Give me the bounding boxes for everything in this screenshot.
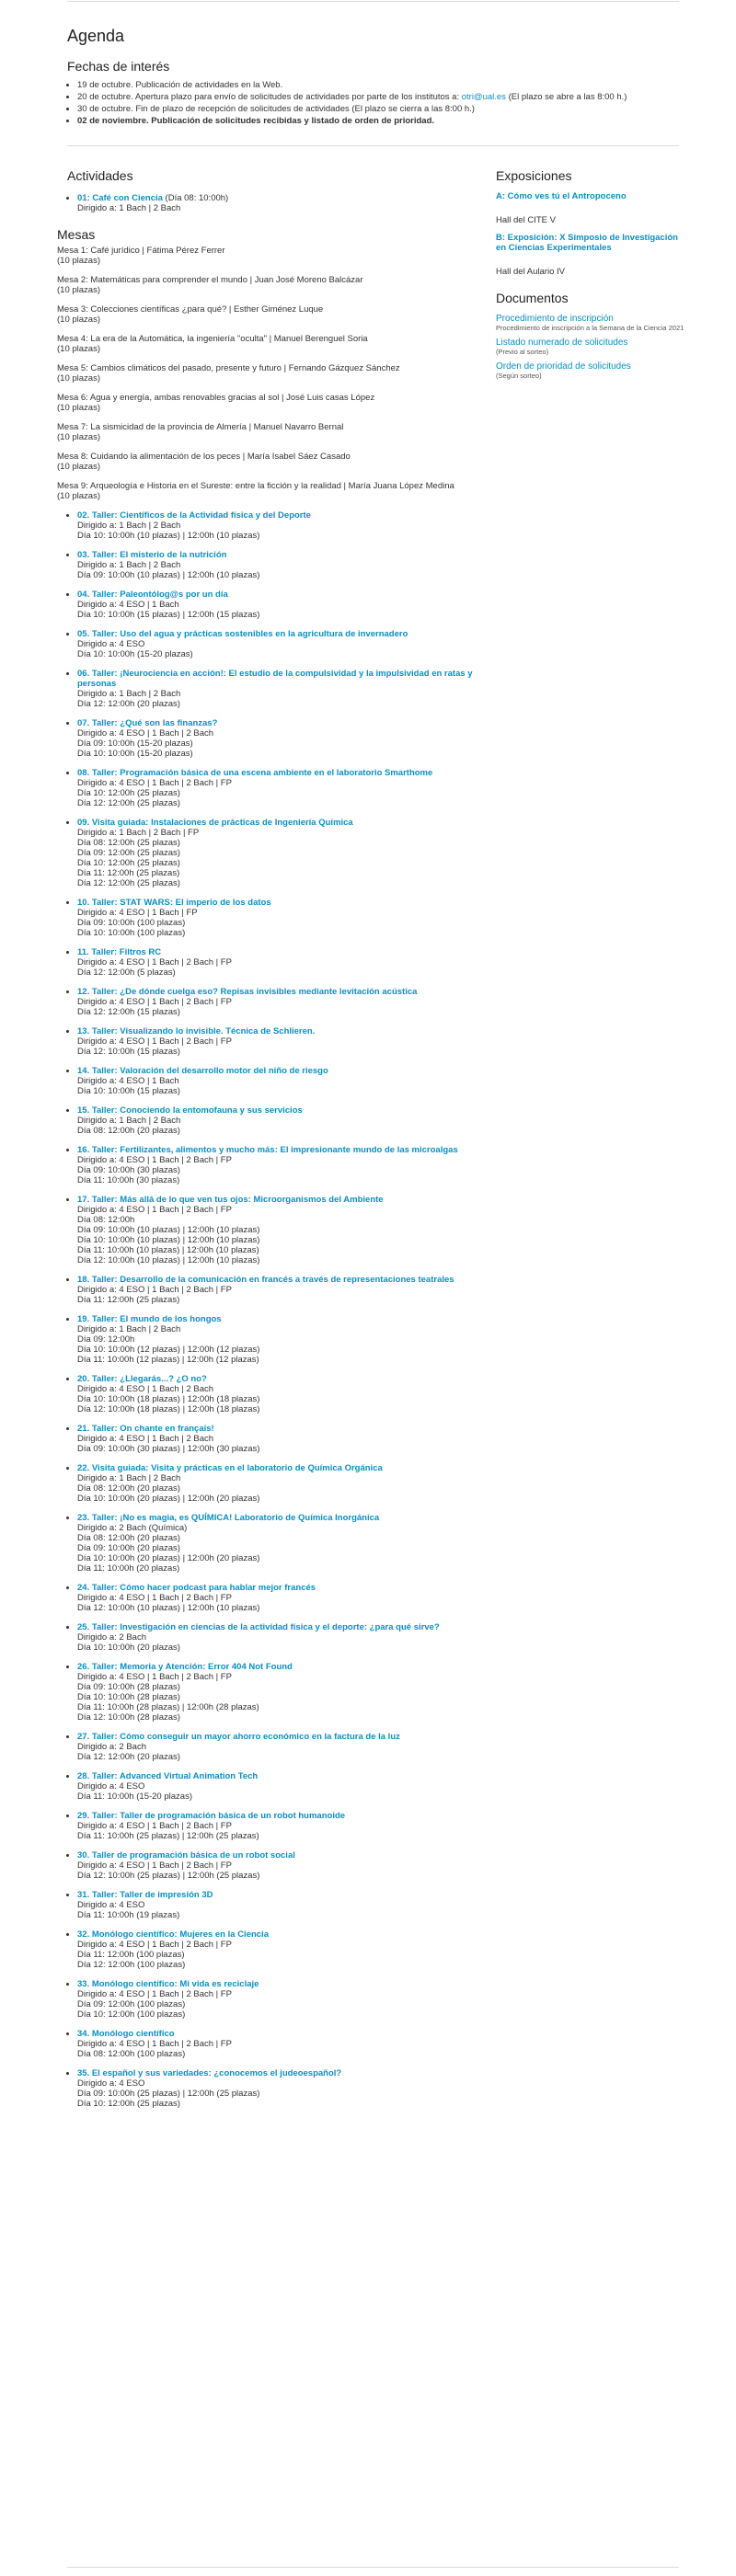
activity-title-link[interactable]: • 22. Visita guiada: Visita y prácticas en el laboratorio de Química Orgánica (77, 1463, 383, 1473)
actividades-list (67, 193, 486, 213)
activity-detail: Día 11: 10:00h (28 plazas) | 12:00h (28 plazas) (77, 1702, 259, 1712)
activity-detail: Día 11: 10:00h (30 plazas) (77, 1175, 180, 1185)
activity-item (77, 1314, 486, 1365)
activity-detail: Día 08: 12:00h (25 plazas) (77, 838, 180, 848)
activity-detail: Día 09: 10:00h (15-20 plazas) (77, 738, 193, 749)
activity-detail: Día 10: 10:00h (10 plazas) | 12:00h (10 plazas) (77, 1235, 260, 1245)
activity-detail: Día 11: 10:00h (12 plazas) | 12:00h (12 plazas) (77, 1355, 259, 1365)
activity-title-link[interactable]: • 03. Taller: El misterio de la nutrición (77, 550, 227, 560)
activity-title-link[interactable]: • 18. Taller: Desarrollo de la comunicación en francés a través de representaciones teatrales (77, 1275, 454, 1285)
activity-item (77, 1662, 486, 1723)
activity-detail: Dirigido a: 1 Bach | 2 Bach (77, 560, 181, 570)
activity-title-link[interactable]: • 11. Taller: Filtros RC (77, 947, 162, 957)
activity-detail: Día 09: 10:00h (100 plazas) (77, 918, 186, 928)
section-divider (67, 145, 679, 146)
activity-item (77, 1929, 486, 1970)
activity-item (77, 510, 486, 541)
actividades-heading: Actividades (67, 168, 133, 183)
activity-item (77, 669, 486, 709)
otri-email-link[interactable]: otri@ual.es (461, 92, 506, 102)
exposicion-item (496, 233, 684, 277)
activity-title-link[interactable]: • 31. Taller: Taller de impresión 3D (77, 1890, 213, 1900)
documento-item (496, 361, 684, 380)
exposicion-place: Hall del CITE V (496, 215, 556, 225)
activity-detail: Día 10: 10:00h (15-20 plazas) (77, 649, 193, 659)
mesa-item (57, 422, 486, 442)
fecha-item: • 02 de noviembre. Publicación de solicitudes recibidas y listado de orden de prioridad. (77, 115, 675, 127)
activity-detail: Día 09: 10:00h (30 plazas) | 12:00h (30 plazas) (77, 1444, 260, 1454)
activity-title-link[interactable]: • 12. Taller: ¿De dónde cuelga eso? Repisas invisibles mediante levitación acústica (77, 987, 418, 997)
activity-detail: Día 09: 12:00h (25 plazas) (77, 848, 180, 858)
activity-item (77, 947, 486, 978)
activity-item (77, 1622, 486, 1653)
activity-detail: Dirigido a: 1 Bach | 2 Bach (77, 689, 181, 699)
fechas-list (67, 79, 675, 127)
activity-detail: Día 09: 12:00h (100 plazas) (77, 1999, 186, 2009)
documentos-heading: Documentos (496, 291, 569, 305)
activity-detail: Día 11: 10:00h (20 plazas) (77, 1563, 180, 1574)
activity-detail: Día 09: 10:00h (30 plazas) (77, 1165, 180, 1175)
activity-detail: Día 10: 10:00h (18 plazas) | 12:00h (18 plazas) (77, 1394, 260, 1404)
activity-title-link[interactable]: • 29. Taller: Taller de programación básica de un robot humanoide (77, 1811, 346, 1821)
activity-detail: Día 11: 12:00h (25 plazas) (77, 1295, 180, 1305)
activity-item (77, 1732, 486, 1762)
activity-detail: Día 10: 10:00h (28 plazas) (77, 1692, 180, 1702)
activity-detail: Día 12: 12:00h (25 plazas) (77, 878, 180, 888)
activity-detail: Dirigido a: 4 ESO (77, 2078, 145, 2089)
mesa-name: Mesa 8: Cuidando la alimentación de los peces | María Isabel Sáez Casado (57, 452, 351, 462)
top-divider (67, 1, 679, 2)
activity-title-link[interactable]: • 26. Taller: Memoria y Atención: Error 404 Not Found (77, 1662, 293, 1672)
activity-detail: Dirigido a: 4 ESO | 1 Bach | 2 Bach | FP (77, 1860, 232, 1871)
activity-detail: Dirigido a: 4 ESO | 1 Bach | 2 Bach (77, 1434, 214, 1444)
activity-title-link[interactable]: • 20. Taller: ¿Llegarás...? ¿O no? (77, 1374, 207, 1384)
page-title: Agenda (67, 27, 125, 45)
activity-detail: Día 08: 12:00h (20 plazas) (77, 1533, 180, 1543)
activity-detail: Día 11: 12:00h (25 plazas) (77, 868, 180, 878)
activity-title-link[interactable]: • 33. Monólogo científico: Mi vida es reciclaje (77, 1979, 259, 1989)
activity-item (77, 193, 486, 213)
mesas-section (57, 226, 486, 501)
activity-detail: Dirigido a: 4 ESO | 1 Bach | 2 Bach | FP (77, 1821, 232, 1831)
documentos-section (496, 290, 684, 380)
activity-detail: Dirigido a: 4 ESO | 1 Bach | 2 Bach | FP (77, 1940, 232, 1950)
activity-item (77, 718, 486, 759)
activity-title-link[interactable]: • 24. Taller: Cómo hacer podcast para hablar mejor francés (77, 1583, 316, 1593)
mesa-item (57, 275, 486, 295)
documento-link[interactable]: Orden de prioridad de solicitudes (496, 361, 631, 372)
activity-title-link[interactable]: • 02. Taller: Científicos de la Actividad física y del Deporte (77, 510, 311, 521)
mesa-plazas: (10 plazas) (57, 256, 100, 266)
activity-detail: Dirigido a: 4 ESO | 1 Bach | 2 Bach | FP (77, 1285, 232, 1295)
activity-detail: Día 08: 12:00h (20 plazas) (77, 1483, 180, 1494)
activity-detail: Dirigido a: 2 Bach (77, 1742, 146, 1752)
mesa-item (57, 334, 486, 354)
activity-item (77, 1026, 486, 1057)
activity-item (77, 1374, 486, 1414)
exposicion-place: Hall del Aulario IV (496, 267, 565, 277)
documento-note: (Previo al sorteo) (496, 348, 549, 356)
activity-title-link[interactable]: • 09. Visita guiada: Instalaciones de prácticas de Ingeniería Química (77, 818, 353, 828)
mesa-item (57, 481, 486, 501)
activity-item (77, 1145, 486, 1185)
activity-detail: Día 09: 10:00h (28 plazas) (77, 1682, 180, 1692)
activity-item (77, 1066, 486, 1096)
activity-detail: Dirigido a: 4 ESO | 1 Bach | 2 Bach | FP (77, 778, 232, 788)
activity-detail: Día 11: 10:00h (15-20 plazas) (77, 1792, 192, 1802)
activity-detail: Día 10: 10:00h (15-20 plazas) (77, 749, 193, 759)
activity-detail: Día 09: 10:00h (10 plazas) | 12:00h (10 plazas) (77, 1225, 260, 1235)
activity-detail: Día 10: 10:00h (12 plazas) | 12:00h (12 plazas) (77, 1345, 260, 1355)
activity-detail: Día 11: 10:00h (25 plazas) | 12:00h (25 plazas) (77, 1831, 259, 1841)
activity-item (77, 2029, 486, 2059)
activity-detail: Dirigido a: 2 Bach (Química) (77, 1523, 188, 1533)
activity-detail: Dirigido a: 4 ESO | 1 Bach | 2 Bach | FP (77, 1593, 232, 1603)
activity-detail: Dirigido a: 1 Bach | 2 Bach | FP (77, 828, 200, 838)
activity-detail: Dirigido a: 4 ESO | 1 Bach | 2 Bach | FP (77, 1989, 232, 1999)
activity-item (77, 550, 486, 580)
activity-title-link[interactable]: • 13. Taller: Visualizando lo invisible. Técnica de Schlieren. (77, 1026, 316, 1036)
activity-item (77, 1979, 486, 2020)
activity-title-link[interactable]: • 17. Taller: Más allá de lo que ven tus ojos: Microorganismos del Ambiente (77, 1195, 384, 1205)
activity-title-link[interactable]: • 14. Taller: Valoración del desarrollo motor del niño de riesgo (77, 1066, 328, 1076)
activity-item (77, 1771, 486, 1802)
activity-item (77, 1275, 486, 1305)
sidebar (496, 167, 684, 385)
activity-detail: Día 10: 12:00h (25 plazas) (77, 788, 180, 798)
documento-item (496, 338, 684, 356)
activity-detail: Dirigido a: 1 Bach | 2 Bach (77, 521, 181, 531)
activity-detail: Día 12: 10:00h (25 plazas) | 12:00h (25 plazas) (77, 1871, 260, 1881)
activity-detail: Día 10: 10:00h (15 plazas) (77, 1086, 180, 1096)
activity-detail: Día 12: 12:00h (20 plazas) (77, 699, 180, 709)
activity-detail: Dirigido a: 4 ESO | 1 Bach | 2 Bach | FP (77, 2039, 232, 2049)
fecha-item: • 30 de octubre. Fin de plazo de recepción de solicitudes de actividades (El plazo se cierra a las 8:00 h.) (77, 103, 675, 115)
activity-title-link[interactable]: • 15. Taller: Conociendo la entomofauna y sus servicios (77, 1105, 303, 1116)
exposicion-item (496, 191, 684, 225)
activity-detail: Dirigido a: 4 ESO | 1 Bach (77, 1076, 179, 1086)
activity-detail: Dirigido a: 1 Bach | 2 Bach (77, 1324, 181, 1334)
mesa-name: Mesa 6: Agua y energía, ambas renovables gracias al sol | José Luis casas López (57, 393, 375, 403)
mesa-item (57, 393, 486, 413)
exposicion-title-link[interactable]: B: Exposición: X Simposio de Investigación en Ciencias Experimentales (496, 233, 678, 253)
activity-detail: Día 12: 10:00h (10 plazas) | 12:00h (10 plazas) (77, 1603, 260, 1613)
activity-detail: Dirigido a: 4 ESO | 1 Bach | 2 Bach | FP (77, 1205, 232, 1215)
activity-title-link[interactable]: • 10. Taller: STAT WARS: El imperio de los datos (77, 898, 271, 908)
mesa-name: Mesa 4: La era de la Automática, la ingeniería "oculta" | Manuel Berenguel Soria (57, 334, 368, 344)
activity-title-link[interactable]: • 34. Monólogo científico (77, 2029, 175, 2039)
activity-item (77, 987, 486, 1017)
activity-item (77, 898, 486, 938)
mesa-item (57, 246, 486, 266)
mesa-item (57, 363, 486, 384)
activity-title-link[interactable]: • 25. Taller: Investigación en ciencias de la actividad física y el deporte: ¿para qué sirve? (77, 1622, 440, 1632)
activity-detail: Día 12: 10:00h (18 plazas) | 12:00h (18 plazas) (77, 1404, 260, 1414)
activity-item (77, 1850, 486, 1881)
activity-detail: Día 12: 10:00h (15 plazas) (77, 1047, 180, 1057)
activity-detail: Día 10: 12:00h (100 plazas) (77, 2009, 186, 2020)
activity-item (77, 1583, 486, 1613)
activity-detail: Día 11: 10:00h (19 plazas) (77, 1910, 180, 1920)
activity-title-link[interactable]: • 28. Taller: Advanced Virtual Animation Tech (77, 1771, 259, 1781)
activity-title-link[interactable]: • 06. Taller: ¡Neurociencia en acción!: El estudio de la compulsividad y la impulsividad en ratas y personas (77, 669, 473, 689)
activity-item (77, 590, 486, 620)
activity-item (77, 2068, 486, 2109)
activity-detail: Dirigido a: 4 ESO (77, 1781, 145, 1792)
activity-title-link[interactable]: • 05. Taller: Uso del agua y prácticas sostenibles en la agricultura de invernadero (77, 629, 408, 639)
activity-item (77, 1513, 486, 1574)
activity-detail: Día 12: 12:00h (15 plazas) (77, 1007, 180, 1017)
documento-note: (Según sorteo) (496, 372, 542, 380)
activity-detail: Dirigido a: 4 ESO (77, 639, 145, 649)
mesa-name: Mesa 2: Matemáticas para comprender el mundo | Juan José Moreno Balcázar (57, 275, 363, 285)
activity-detail: Día 10: 10:00h (20 plazas) | 12:00h (20 plazas) (77, 1553, 260, 1563)
activity-detail: Día 12: 12:00h (25 plazas) (77, 798, 180, 808)
activity-detail: Dirigido a: 1 Bach | 2 Bach (77, 1473, 181, 1483)
mesa-item (57, 452, 486, 472)
activity-detail: Dirigido a: 4 ESO | 1 Bach | 2 Bach | FP (77, 1155, 232, 1165)
activity-title-link[interactable]: • 27. Taller: Cómo conseguir un mayor ahorro económico en la factura de la luz (77, 1732, 400, 1742)
activity-detail: Día 10: 10:00h (100 plazas) (77, 928, 186, 938)
actividades-column (57, 167, 486, 2118)
activity-detail: Día 12: 12:00h (100 plazas) (77, 1960, 186, 1970)
fecha-item: • 20 de octubre. Apertura plazo para envío de solicitudes de actividades por parte de los institutos a: otri@ual.es (El plazo se abre a las 8:00 h.) (77, 91, 675, 103)
activity-detail: Dirigido a: 4 ESO | 1 Bach | 2 Bach (77, 728, 214, 738)
activity-item (77, 818, 486, 888)
documento-item (496, 314, 684, 332)
activity-title-link[interactable]: • 19. Taller: El mundo de los hongos (77, 1314, 222, 1324)
fecha-item: • 19 de octubre. Publicación de actividades en la Web. (77, 79, 675, 91)
activity-item (77, 1890, 486, 1920)
activity-detail: Día 12: 10:00h (10 plazas) | 12:00h (10 plazas) (77, 1255, 260, 1265)
activity-detail: Dirigido a: 4 ESO (77, 1900, 145, 1910)
bottom-divider (67, 2567, 679, 2568)
activity-title-link[interactable]: • 23. Taller: ¡No es magia, es QUÍMICA! Laboratorio de Química Inorgánica (77, 1513, 380, 1523)
mesas-heading: Mesas (57, 227, 96, 242)
activity-detail: Día 12: 12:00h (20 plazas) (77, 1752, 180, 1762)
activity-detail: Dirigido a: 4 ESO | 1 Bach | 2 Bach | FP (77, 1672, 232, 1682)
activity-title-link[interactable]: • 07. Taller: ¿Qué son las finanzas? (77, 718, 218, 728)
activity-detail: Día 10: 10:00h (20 plazas) (77, 1643, 180, 1653)
activity-detail: Día 10: 10:00h (10 plazas) | 12:00h (10 plazas) (77, 531, 260, 541)
exposiciones-heading: Exposiciones (496, 168, 572, 183)
activity-title-link[interactable]: • 32. Monólogo científico: Mujeres en la Ciencia (77, 1929, 269, 1940)
activity-detail: Día 08: 12:00h (20 plazas) (77, 1126, 180, 1136)
activity-title-link[interactable]: • 30. Taller de programación básica de un robot social (77, 1850, 295, 1860)
activity-item (77, 1463, 486, 1504)
mesa-plazas: (10 plazas) (57, 462, 100, 472)
activity-detail: Dirigido a: 1 Bach | 2 Bach (77, 1116, 181, 1126)
activity-title-link[interactable]: • 04. Taller: Paleontólog@s por un día (77, 590, 228, 600)
activity-detail: Día 11: 10:00h (10 plazas) | 12:00h (10 plazas) (77, 1245, 259, 1255)
activity-detail: Día 09: 10:00h (20 plazas) (77, 1543, 180, 1553)
activity-detail: Día 10: 12:00h (25 plazas) (77, 2099, 180, 2109)
activity-detail: Día 09: 10:00h (25 plazas) | 12:00h (25 plazas) (77, 2089, 260, 2099)
mesa-plazas: (10 plazas) (57, 344, 100, 354)
activity-item (77, 1811, 486, 1841)
activity-detail: Día 09: 12:00h (77, 1334, 135, 1345)
activity-item (77, 629, 486, 659)
mesa-name: Mesa 3: Colecciones científicas ¿para qué? | Esther Giménez Luque (57, 304, 324, 315)
activity-detail: Día 12: 12:00h (5 plazas) (77, 967, 176, 978)
activity-item (77, 1105, 486, 1136)
activity-detail: Dirigido a: 4 ESO | 1 Bach | 2 Bach | FP (77, 957, 232, 967)
mesa-plazas: (10 plazas) (57, 285, 100, 295)
mesa-plazas: (10 plazas) (57, 403, 100, 413)
activity-title-link[interactable]: • 21. Taller: On chante en français! (77, 1424, 214, 1434)
mesa-plazas: (10 plazas) (57, 315, 100, 325)
activity-detail: Dirigido a: 4 ESO | 1 Bach | FP (77, 908, 198, 918)
exposicion-title-link[interactable]: A: Cómo ves tú el Antropoceno (496, 191, 627, 201)
fechas-heading: Fechas de interés (67, 59, 170, 74)
activity-item (77, 768, 486, 808)
documento-note: Procedimiento de inscripción a la Semana de la Ciencia 2021 (496, 324, 684, 332)
mesa-plazas: (10 plazas) (57, 373, 100, 384)
activity-detail: Día 11: 12:00h (100 plazas) (77, 1950, 185, 1960)
mesa-plazas: (10 plazas) (57, 432, 100, 442)
activity-detail: Día 08: 12:00h (100 plazas) (77, 2049, 186, 2059)
mesa-name: Mesa 5: Cambios climáticos del pasado, presente y futuro | Fernando Gázquez Sánchez (57, 363, 400, 373)
activity-detail: Día 09: 10:00h (10 plazas) | 12:00h (10 plazas) (77, 570, 260, 580)
documento-link[interactable]: Listado numerado de solicitudes (496, 338, 628, 348)
activity-item (77, 1195, 486, 1265)
activity-detail: Dirigido a: 4 ESO | 1 Bach | 2 Bach (77, 1384, 214, 1394)
activity-detail: Dirigido a: 4 ESO | 1 Bach (77, 600, 179, 610)
mesa-name: Mesa 7: La sismicidad de la provincia de Almería | Manuel Navarro Bernal (57, 422, 344, 432)
activity-detail: Día 10: 10:00h (15 plazas) | 12:00h (15 plazas) (77, 610, 260, 620)
activity-detail: Dirigido a: 1 Bach | 2 Bach (77, 203, 181, 213)
activity-title-link[interactable]: 01: Café con Ciencia (Día 08: 10:00h) (77, 193, 229, 203)
activity-title-link[interactable]: • 35. El español y sus variedades: ¿conocemos el judeoespañol? (77, 2068, 342, 2078)
activity-detail: Dirigido a: 2 Bach (77, 1632, 146, 1643)
documento-link[interactable]: Procedimiento de inscripción (496, 314, 614, 324)
mesa-name: Mesa 9: Arqueología e Historia en el Sureste: entre la ficción y la realidad | María Juana López Medina (57, 481, 454, 491)
actividades-list (67, 510, 486, 2109)
mesa-item (57, 304, 486, 325)
activity-item (77, 1424, 486, 1454)
activity-detail: Día 08: 12:00h (77, 1215, 135, 1225)
activity-title-link[interactable]: • 16. Taller: Fertilizantes, alimentos y mucho más: El impresionante mundo de las microalgas (77, 1145, 458, 1155)
activity-detail: Día 10: 12:00h (25 plazas) (77, 858, 180, 868)
activity-detail: Día 10: 10:00h (20 plazas) | 12:00h (20 plazas) (77, 1494, 260, 1504)
activity-detail: Dirigido a: 4 ESO | 1 Bach | 2 Bach | FP (77, 1036, 232, 1047)
mesa-name: Mesa 1: Café jurídico | Fátima Pérez Ferrer (57, 246, 225, 256)
activity-detail: Día 12: 10:00h (28 plazas) (77, 1712, 180, 1723)
mesa-plazas: (10 plazas) (57, 491, 100, 501)
activity-detail: Dirigido a: 4 ESO | 1 Bach | 2 Bach | FP (77, 997, 232, 1007)
activity-title-link[interactable]: • 08. Taller: Programación básica de una escena ambiente en el laboratorio Smarthome (77, 768, 433, 778)
